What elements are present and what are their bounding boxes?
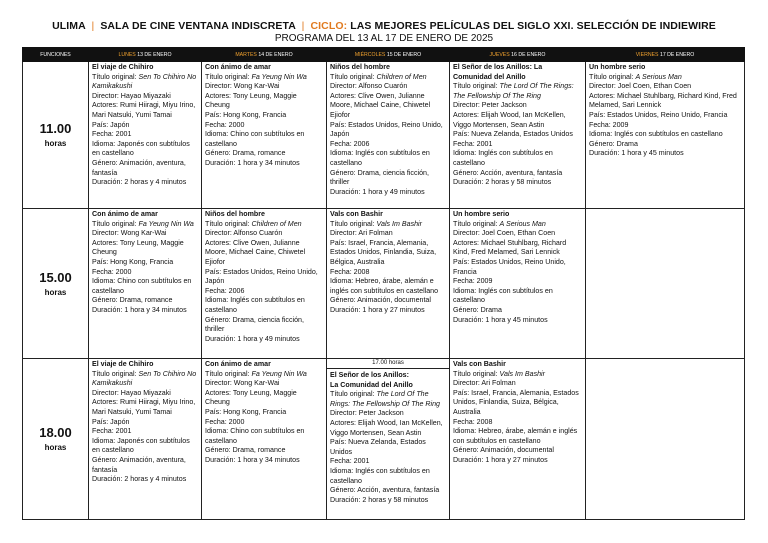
cinema-name: SALA DE CINE VENTANA INDISCRETA: [100, 20, 296, 32]
original-title-label: Título original:: [330, 72, 377, 81]
day-header-tuesday: MARTES 14 DE ENERO: [202, 48, 327, 62]
film-detail: Director: Ari Folman: [453, 379, 516, 388]
film-title: El viaje de Chihiro: [92, 63, 154, 71]
film-title: La Comunidad del Anillo: [330, 380, 413, 389]
film-detail: Duración: 1 hora y 49 minutos: [205, 334, 300, 343]
film-detail: Fecha: 2006: [205, 286, 245, 295]
film-cell: [202, 62, 327, 209]
film-detail: País: Israel, Francia, Alemania, Estados Unidos, Finlandia, Suiza, Bélgica, Australia: [453, 388, 579, 416]
film-detail: Fecha: 2000: [205, 417, 245, 426]
original-title-label: Título original:: [453, 219, 500, 228]
original-title-label: Título original:: [330, 219, 377, 228]
film-detail: Género: Animación, documental: [330, 296, 431, 305]
showtime-note: 17.00 horas: [327, 359, 449, 369]
original-title: [330, 73, 446, 83]
title-separator: |: [91, 20, 95, 32]
film-detail: Director: Joel Coen, Ethan Coen: [453, 229, 556, 238]
original-title-value: Fa Yeung Nin Wa: [251, 369, 307, 378]
film-detail: Actores: Michael Stuhlbarg, Richard Kind, Fred Melamed, Sari Lennick: [589, 91, 737, 110]
film-detail: Género: Drama: [453, 305, 502, 314]
time-row-11: [23, 62, 745, 209]
film-cell: [202, 359, 327, 520]
film-detail: Idioma: Chino con subtítulos en castellano: [205, 130, 305, 148]
film-detail: Género: Drama: [589, 139, 638, 148]
original-title-value: Sen To Chihiro No Kamikakushi: [92, 72, 197, 91]
film-detail: Género: Drama, romance: [205, 149, 286, 158]
film-detail: País: Estados Unidos, Reino Unido, Francia: [453, 257, 566, 276]
film-detail: País: Nueva Zelanda, Estados Unidos: [330, 438, 426, 456]
original-title: [589, 73, 741, 83]
film-cell: [586, 62, 745, 209]
film-detail: Idioma: Japonés con subtítulos en castellano: [92, 139, 190, 158]
slot-unit: horas: [44, 287, 67, 297]
day-header-monday: LUNES 13 DE ENERO: [89, 48, 202, 62]
original-title-value: Children of Men: [376, 72, 427, 81]
original-title-label: Título original:: [589, 72, 636, 81]
film-detail: Fecha: 2001: [453, 139, 493, 148]
film-detail: Género: Acción, aventura, fantasía: [453, 168, 563, 177]
film-detail: Fecha: 2009: [453, 277, 493, 286]
film-detail: Actores: Elijah Wood, Ian McKellen, Viggo Mortensen, Sean Astin: [330, 418, 443, 437]
film-detail: Actores: Rumi Hiiragi, Miyu Irino, Mari Natsuki, Yumi Tamai: [92, 398, 196, 416]
film-detail: País: Estados Unidos, Reino Unido, Japón: [205, 267, 318, 286]
original-title: [330, 390, 446, 409]
day-header-friday: VIERNES 17 DE ENERO: [586, 48, 745, 62]
original-title-label: Título original:: [330, 390, 377, 399]
film-detail: Actores: Clive Owen, Julianne Moore, Michael Caine, Chiwetel Ejiofor: [330, 91, 431, 119]
original-title-value: A Serious Man: [635, 72, 682, 81]
film-detail: Actores: Elijah Wood, Ian McKellen, Viggo Mortensen, Sean Astin: [453, 110, 566, 129]
film-detail: Director: Wong Kar-Wai: [205, 82, 280, 91]
original-title-label: Título original:: [92, 72, 139, 81]
film-detail: Duración: 2 horas y 58 minutos: [330, 495, 429, 504]
film-title: Vals con Bashir: [453, 360, 506, 368]
empty-cell: [586, 209, 745, 359]
film-detail: Idioma: Japonés con subtítulos en castellano: [92, 436, 190, 455]
original-title-value: Children of Men: [251, 219, 302, 228]
film-detail: Duración: 2 horas y 4 minutos: [92, 178, 187, 187]
original-title-label: Título original:: [205, 219, 252, 228]
film-detail: Director: Alfonso Cuarón: [205, 229, 283, 238]
schedule-header-row: [23, 48, 745, 62]
original-title: [205, 73, 323, 83]
film-cell: [89, 209, 202, 359]
venue-name: ULIMA: [52, 20, 86, 32]
film-detail: Duración: 1 hora y 45 minutos: [589, 149, 684, 158]
time-slot: [23, 62, 89, 209]
original-title: [205, 370, 323, 380]
film-detail: Fecha: 2006: [330, 139, 370, 148]
original-title-label: Título original:: [92, 219, 139, 228]
original-title: [92, 370, 198, 389]
film-detail: País: Japón: [92, 417, 130, 426]
cycle-name: LAS MEJORES PELÍCULAS DEL SIGLO XXI. SELECCIÓN DE INDIEWIRE: [350, 20, 716, 32]
film-cell: [327, 209, 450, 359]
time-row-15: [23, 209, 745, 359]
film-detail: Actores: Clive Owen, Julianne Moore, Michael Caine, Chiwetel Ejiofor: [205, 238, 306, 266]
film-detail: Duración: 1 hora y 49 minutos: [330, 187, 425, 196]
film-detail: Idioma: Hebreo, árabe, alemán e inglés con subtítulos en castellano: [330, 277, 439, 295]
film-title: El Señor de los Anillos:: [330, 371, 409, 379]
film-detail: Fecha: 2001: [92, 130, 132, 139]
film-detail: Fecha: 2008: [330, 267, 370, 276]
slot-unit: horas: [44, 443, 67, 452]
film-detail: Género: Drama, romance: [92, 296, 173, 305]
film-detail: Fecha: 2008: [453, 417, 493, 426]
film-cell: [89, 62, 202, 209]
page-header: [0, 20, 768, 44]
film-detail: Idioma: Inglés con subtítulos en castellano: [330, 466, 430, 485]
original-title: [92, 73, 198, 92]
original-title-value: The Lord Of The Rings: The Fellowship Of The Ring: [330, 390, 440, 408]
film-detail: Fecha: 2000: [205, 120, 245, 129]
film-detail: Idioma: Inglés con subtítulos en castellano: [453, 149, 553, 167]
film-detail: País: Japón: [92, 120, 130, 129]
film-detail: Idioma: Chino con subtítulos en castellano: [205, 427, 305, 445]
original-title-label: Título original:: [453, 82, 500, 91]
film-detail: Género: Animación, aventura, fantasía: [92, 158, 186, 177]
original-title: [330, 220, 446, 230]
film-title: Con ánimo de amar: [205, 63, 271, 71]
title-separator: |: [301, 20, 305, 32]
film-detail: País: Hong Kong, Francia: [205, 407, 287, 416]
film-detail: Duración: 2 horas y 4 minutos: [92, 475, 187, 484]
film-title: Niños del hombre: [330, 63, 390, 71]
original-title-label: Título original:: [92, 369, 139, 378]
film-detail: País: Hong Kong, Francia: [92, 257, 174, 266]
original-title: [453, 82, 582, 101]
original-title-value: Fa Yeung Nin Wa: [251, 72, 307, 81]
film-title: Con ánimo de amar: [205, 360, 271, 368]
film-detail: Género: Animación, aventura, fantasía: [92, 455, 186, 474]
film-detail: Idioma: Inglés con subtítulos en castellano: [589, 130, 723, 139]
film-detail: Fecha: 2000: [92, 267, 132, 276]
film-detail: Duración: 1 hora y 27 minutos: [330, 305, 425, 314]
film-detail: Director: Wong Kar-Wai: [205, 379, 280, 388]
film-cell: [450, 62, 586, 209]
empty-cell: [586, 359, 745, 520]
film-title: Un hombre serio: [453, 210, 510, 218]
film-detail: Director: Peter Jackson: [453, 101, 527, 110]
film-detail: País: Estados Unidos, Reino Unido, Japón: [330, 120, 443, 139]
slot-unit: horas: [44, 139, 67, 148]
time-slot: [23, 209, 89, 359]
film-detail: Director: Hayao Miyazaki: [92, 91, 171, 100]
film-detail: Actores: Tony Leung, Maggie Cheung: [205, 91, 297, 110]
original-title-value: The Lord Of The Rings: The Fellowship Of The Ring: [453, 82, 574, 100]
film-detail: Idioma: Inglés con subtítulos en castellano: [330, 149, 430, 167]
film-detail: Duración: 1 hora y 34 minutos: [205, 158, 300, 167]
day-header-wednesday: MIÉRCOLES 15 DE ENERO: [327, 48, 450, 62]
film-detail: Director: Wong Kar-Wai: [92, 229, 167, 238]
film-cell: [202, 209, 327, 359]
film-cell: [327, 62, 450, 209]
original-title: [453, 220, 582, 230]
original-title-value: Vals Im Bashir: [376, 219, 422, 228]
cycle-label: CICLO:: [310, 20, 348, 32]
film-detail: Director: Alfonso Cuarón: [330, 82, 408, 91]
film-detail: Fecha: 2001: [92, 427, 132, 436]
film-detail: Género: Drama, ciencia ficción, thriller: [330, 168, 429, 187]
original-title-label: Título original:: [205, 369, 252, 378]
film-detail: Duración: 1 hora y 27 minutos: [453, 455, 548, 464]
film-detail: Actores: Michael Stuhlbarg, Richard Kind, Fred Melamed, Sari Lennick: [453, 238, 567, 257]
time-row-18: [23, 359, 745, 520]
film-detail: Director: Ari Folman: [330, 229, 393, 238]
film-title: Vals con Bashir: [330, 210, 383, 218]
original-title: [205, 220, 323, 230]
original-title-value: Sen To Chihiro No Kamikakushi: [92, 369, 197, 388]
slot-hour: 18.00: [39, 425, 72, 440]
film-cell: [450, 359, 586, 520]
film-detail: Género: Drama, ciencia ficción, thriller: [205, 315, 304, 334]
slot-hour: 15.00: [39, 269, 72, 285]
film-detail: Fecha: 2009: [589, 120, 629, 129]
film-detail: Duración: 1 hora y 34 minutos: [205, 455, 300, 464]
time-slot: [23, 359, 89, 520]
slot-hour: 11.00: [39, 121, 72, 136]
film-detail: País: Nueva Zelanda, Estados Unidos: [453, 130, 573, 139]
original-title: [453, 370, 582, 380]
film-cell: [450, 209, 586, 359]
film-title: El viaje de Chihiro: [92, 360, 154, 368]
film-cell: [89, 359, 202, 520]
film-cell: [327, 359, 450, 520]
film-detail: Duración: 1 hora y 45 minutos: [453, 315, 548, 324]
film-detail: País: Estados Unidos, Reino Unido, Francia: [589, 110, 728, 119]
film-detail: Idioma: Inglés con subtítulos en castellano: [453, 286, 553, 305]
film-detail: Fecha: 2001: [330, 457, 370, 466]
film-title: Niños del hombre: [205, 210, 265, 218]
film-detail: Género: Animación, documental: [453, 446, 554, 455]
film-detail: Idioma: Hebreo, árabe, alemán e inglés con subtítulos en castellano: [453, 427, 578, 445]
film-detail: Actores: Tony Leung, Maggie Cheung: [205, 388, 297, 407]
film-detail: Actores: Rumi Hiiragi, Miyu Irino, Mari Natsuki, Yumi Tamai: [92, 101, 196, 119]
original-title-value: Fa Yeung Nin Wa: [138, 219, 194, 228]
film-detail: País: Israel, Francia, Alemania, Estados Unidos, Finlandia, Suiza, Bélgica, Australia: [330, 238, 437, 266]
film-title: Un hombre serio: [589, 63, 646, 71]
film-detail: Idioma: Chino con subtítulos en castellano: [92, 277, 192, 295]
film-detail: Duración: 2 horas y 58 minutos: [453, 178, 552, 187]
original-title-value: A Serious Man: [499, 219, 546, 228]
film-detail: Duración: 1 hora y 34 minutos: [92, 305, 187, 314]
film-detail: Director: Peter Jackson: [330, 409, 404, 418]
program-dates: PROGRAMA DEL 13 AL 17 DE ENERO DE 2025: [274, 33, 494, 44]
original-title-label: Título original:: [453, 369, 500, 378]
film-title: Con ánimo de amar: [92, 210, 158, 218]
original-title-label: Título original:: [205, 72, 252, 81]
functions-header: FUNCIONES: [23, 48, 89, 62]
film-title: El Señor de los Anillos: La Comunidad del Anillo: [453, 63, 543, 81]
day-header-thursday: JUEVES 16 DE ENERO: [450, 48, 586, 62]
original-title: [92, 220, 198, 230]
schedule-table: [22, 47, 745, 520]
program-title: [0, 20, 768, 32]
film-detail: Idioma: Inglés con subtítulos en castellano: [205, 296, 305, 314]
original-title-value: Vals Im Bashir: [499, 369, 545, 378]
film-detail: Director: Hayao Miyazaki: [92, 388, 171, 397]
film-detail: Actores: Tony Leung, Maggie Cheung: [92, 238, 184, 257]
film-detail: Género: Acción, aventura, fantasía: [330, 486, 440, 495]
film-detail: Director: Joel Coen, Ethan Coen: [589, 82, 692, 91]
film-detail: País: Hong Kong, Francia: [205, 110, 287, 119]
film-detail: Género: Drama, romance: [205, 446, 286, 455]
